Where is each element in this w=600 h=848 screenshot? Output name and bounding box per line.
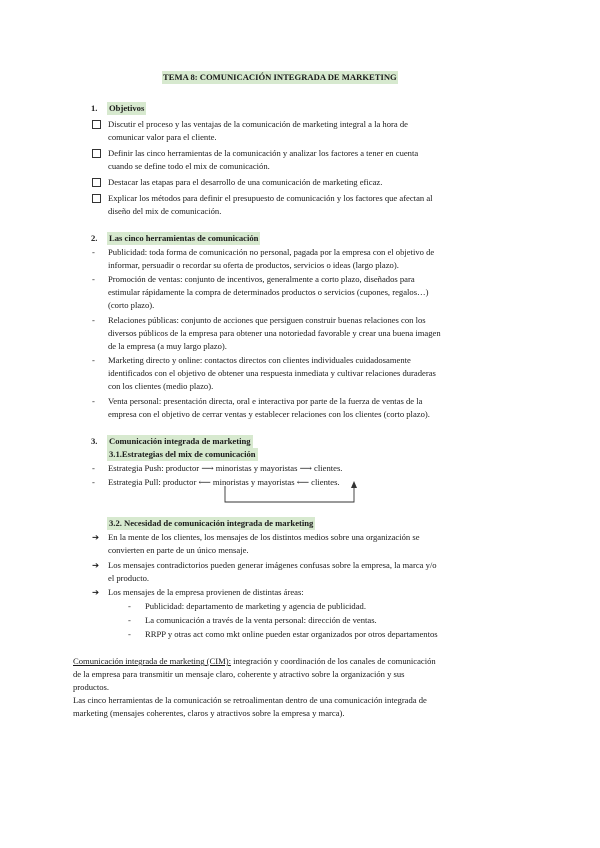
bullet-dash: -: [92, 463, 95, 473]
tool-3-line-2: diversos públicos de la empresa para obtener una notoriedad favorable y crear una buena imagen: [108, 328, 441, 338]
checkbox-objective-1[interactable]: [92, 120, 101, 129]
tool-2-line-1: Promoción de ventas: conjunto de incentivos, generalmente a corto plazo, diseñados para: [108, 274, 415, 284]
cim-summary-line-1: Las cinco herramientas de la comunicación se retroalimentan dentro de una comunicación integrada de: [73, 695, 427, 705]
section-1-heading: Objetivos: [109, 103, 145, 113]
checkbox-objective-4[interactable]: [92, 194, 101, 203]
arrow-bullet-icon: ➔: [92, 587, 100, 597]
bullet-dash: -: [92, 477, 95, 487]
section-3-number: 3.: [91, 436, 98, 446]
tool-1-line-2: informar, persuadir o recordar su oferta de productos, servicios o ideas (largo plazo).: [108, 260, 399, 270]
subsection-3-2-heading: 3.2. Necesidad de comunicación integrada de marketing: [109, 518, 314, 528]
need-1-line-1: En la mente de los clientes, los mensajes de los distintos medios sobre una organización se: [108, 532, 420, 542]
arrow-bullet-icon: ➔: [92, 532, 100, 542]
cim-term: Comunicación integrada de marketing (CIM):: [73, 656, 231, 666]
pull-feedback-connector: [220, 480, 360, 506]
bullet-dash: -: [92, 274, 95, 284]
checkbox-objective-3[interactable]: [92, 178, 101, 187]
arrow-bullet-icon: ➔: [92, 560, 100, 570]
area-1: Publicidad: departamento de marketing y agencia de publicidad.: [145, 601, 366, 611]
objective-1-line-1: Discutir el proceso y las ventajas de la comunicación de marketing integral a la hora de: [108, 119, 408, 129]
section-2-heading: Las cinco herramientas de comunicación: [109, 233, 259, 243]
objective-2-line-1: Definir las cinco herramientas de la comunicación y analizar los factores a tener en cuenta: [108, 148, 419, 158]
subsection-3-1-heading: 3.1.Estrategias del mix de comunicación: [109, 449, 256, 459]
tool-1-line-1: Publicidad: toda forma de comunicación no personal, pagada por la empresa con el objetivo de: [108, 247, 435, 257]
bullet-dash: -: [92, 355, 95, 365]
push-strategy: Estrategia Push: productor ⟶ minoristas y mayoristas ⟶ clientes.: [108, 463, 343, 473]
tool-4-line-1: Marketing directo y online: contactos directos con clientes individuales cuidadosamente: [108, 355, 411, 365]
cim-definition-line-2: de la empresa para transmitir un mensaje claro, coherente y atractivo sobre la organización y sus: [73, 669, 405, 679]
objective-2-line-2: cuando se define todo el mix de comunicación.: [108, 161, 270, 171]
tool-2-line-2: estimular rápidamente la compra de determinados productos o servicios (cupones, regalos…): [108, 287, 429, 297]
cim-definition-text: integración y coordinación de los canales de comunicación: [230, 656, 436, 666]
area-3: RRPP y otras act como mkt online pueden estar organizados por otros departamentos: [145, 629, 438, 639]
cim-definition-line-1: [73, 655, 436, 668]
objective-1-line-2: comunicar valor para el cliente.: [108, 132, 217, 142]
bullet-dash: -: [128, 629, 131, 639]
tool-4-line-2: identificados con el objetivo de obtener una respuesta inmediata y cultivar relaciones duraderas: [108, 368, 436, 378]
bullet-dash: -: [92, 315, 95, 325]
tool-5-line-1: Venta personal: presentación directa, oral e interactiva por parte de la fuerza de ventas de la: [108, 396, 423, 406]
cim-definition-line-3: productos.: [73, 682, 110, 692]
bullet-dash: -: [128, 601, 131, 611]
objective-4-line-2: diseño del mix de comunicación.: [108, 206, 222, 216]
tool-4-line-3: con los clientes (medio plazo).: [108, 381, 214, 391]
cim-summary-line-2: marketing (mensajes coherentes, claros y atractivos sobre la empresa y marca).: [73, 708, 345, 718]
need-2-line-1: Los mensajes contradictorios pueden generar imágenes confusas sobre la empresa, la marca y/o: [108, 560, 437, 570]
tool-5-line-2: empresa con el objetivo de cerrar ventas y establecer relaciones con los clientes (corto plazo).: [108, 409, 430, 419]
bullet-dash: -: [92, 396, 95, 406]
tool-3-line-3: de la empresa (a muy largo plazo).: [108, 341, 227, 351]
objective-4-line-1: Explicar los métodos para definir el presupuesto de comunicación y los factores que afectan al: [108, 193, 433, 203]
need-1-line-2: convierten en parte de un único mensaje.: [108, 545, 249, 555]
pull-strategy: Estrategia Pull: productor ⟵ minoristas y mayoristas ⟵ clientes.: [108, 477, 340, 487]
checkbox-objective-2[interactable]: [92, 149, 101, 158]
bullet-dash: -: [92, 247, 95, 257]
need-3-line-1: Los mensajes de la empresa provienen de distintas áreas:: [108, 587, 304, 597]
page-title: TEMA 8: COMUNICACIÓN INTEGRADA DE MARKETING: [163, 72, 397, 82]
section-3-heading: Comunicación integrada de marketing: [109, 436, 251, 446]
need-2-line-2: el producto.: [108, 573, 150, 583]
area-2: La comunicación a través de la venta personal: dirección de ventas.: [145, 615, 377, 625]
section-1-number: 1.: [91, 103, 98, 113]
bullet-dash: -: [128, 615, 131, 625]
objective-3-line-1: Destacar las etapas para el desarrollo de una comunicación de marketing eficaz.: [108, 177, 383, 187]
section-2-number: 2.: [91, 233, 98, 243]
tool-3-line-1: Relaciones públicas: conjunto de acciones que persiguen construir buenas relaciones con los: [108, 315, 426, 325]
tool-2-line-3: (corto plazo).: [108, 300, 155, 310]
